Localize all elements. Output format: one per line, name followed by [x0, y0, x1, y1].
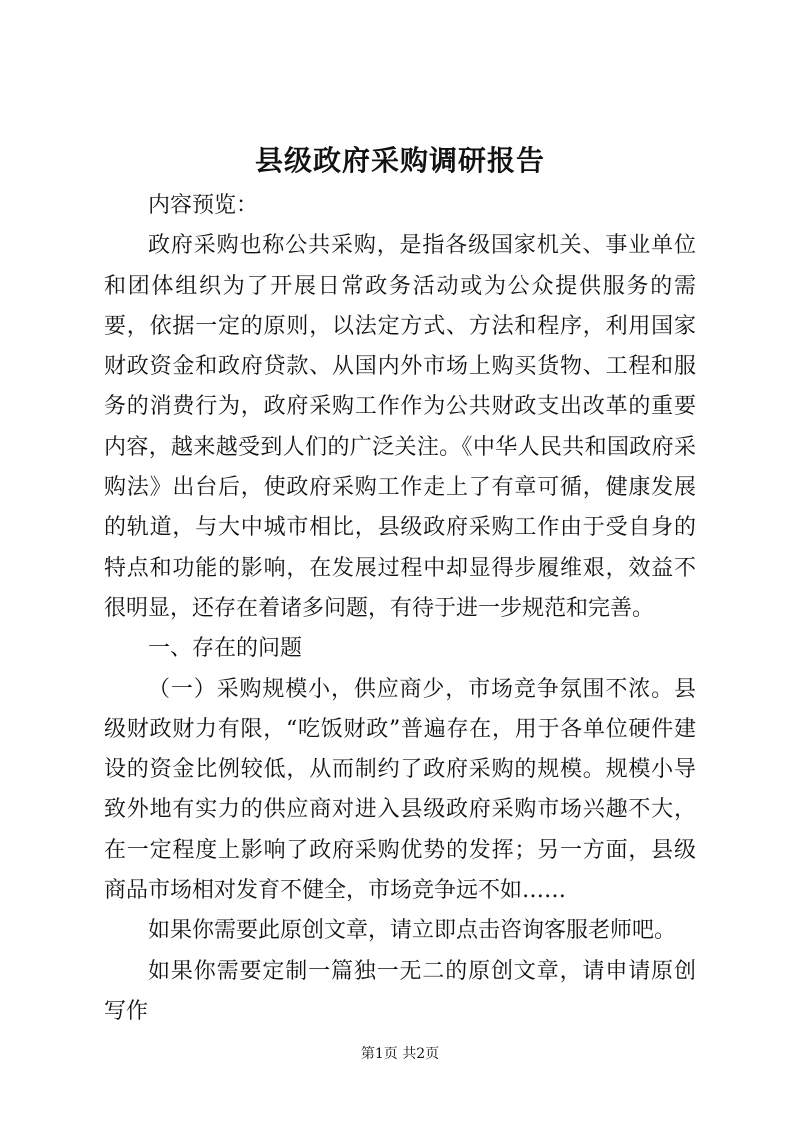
page-number-footer: 第1页 共2页 — [360, 1046, 440, 1062]
body-paragraph: （一）采购规模小，供应商少，市场竞争氛围不浓。县级财政财力有限，“吃饭财政”普遍存在，用于各单位硬件建设的资金比例较低，从而制约了政府采购的规模。规模小导致外地有实力的供应商对进入县级政府采购市场兴趣不大，在一定程度上影响了政府采购优势的发挥；另一方面，县级商品市场相对发育不健全，市场竞争远不如…… — [104, 676, 696, 904]
document-title: 县级政府采购调研报告 — [254, 144, 545, 177]
custom-writing-prompt: 如果你需要定制一篇独一无二的原创文章，请申请原创写作 — [104, 958, 696, 1024]
consult-prompt: 如果你需要此原创文章，请立即点击咨询客服老师吧。 — [148, 918, 677, 944]
document-body — [104, 186, 696, 1032]
section-heading: 一、存在的问题 — [148, 636, 303, 662]
content-preview-label: 内容预览： — [148, 193, 259, 218]
body-paragraph: 政府采购也称公共采购，是指各级国家机关、事业单位和团体组织为了开展日常政务活动或为公众提供服务的需要，依据一定的原则，以法定方式、方法和程序，利用国家财政资金和政府贷款、从国内外市场上购买货物、工程和服务的消费行为，政府采购工作作为公共财政支出改革的重要内容，越来越受到人们的广泛关注。《中华人民共和国政府采购法》出台后，使政府采购工作走上了有章可循，健康发展的轨道，与大中城市相比，县级政府采购工作由于受自身的特点和功能的影响，在发展过程中却显得步履维艰，效益不很明显，还存在着诸多问题，有待于进一步规范和完善。 — [104, 233, 696, 621]
